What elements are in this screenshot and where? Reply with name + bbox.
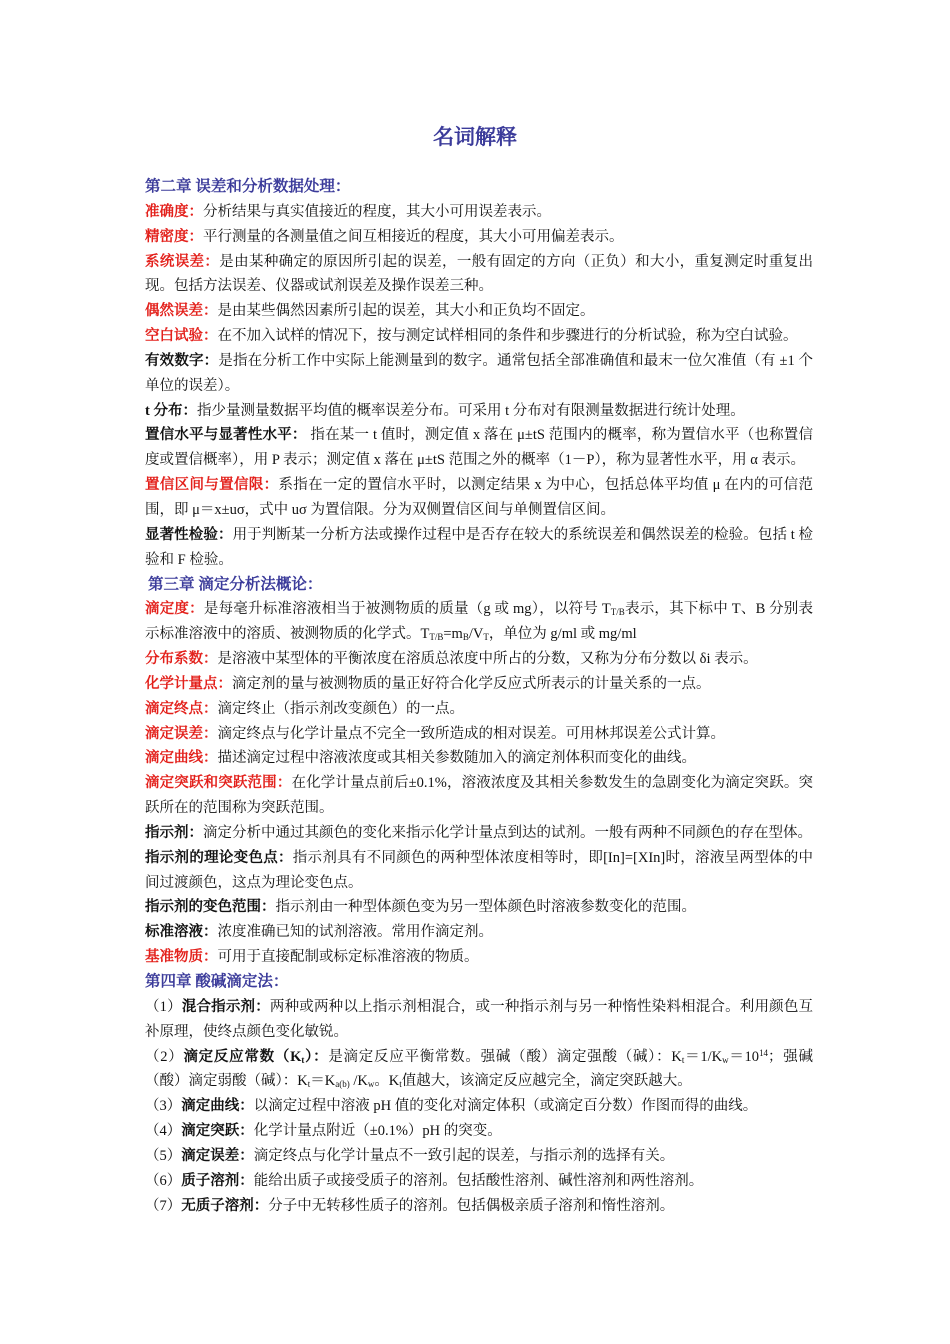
definition-text: 滴定终点与化学计量点不完全一致所造成的相对误差。可用林邦误差公式计算。 bbox=[217, 725, 725, 742]
term-label: 偶然误差： bbox=[145, 303, 218, 320]
entry-acid-base-titration-curve bbox=[145, 1094, 813, 1119]
entry-stoichiometric-point bbox=[145, 672, 813, 697]
text-segment: 值越大，该滴定反应越完全，滴定突跃越大。 bbox=[401, 1073, 692, 1090]
text-segment: 是每毫升标准溶液相当于被测物质的质量（g 或 mg），以符号 T bbox=[203, 601, 611, 618]
definition-text: 在不加入试样的情况下，按与测定试样相同的条件和步骤进行的分析试验，称为空白试验。 bbox=[217, 328, 798, 345]
definition-text: 描述滴定过程中溶液浓度或其相关参数随加入的滴定剂体积而变化的曲线。 bbox=[217, 750, 696, 767]
definition-text: 是指在分析工作中实际上能测量到的数字。通常包括全部准确值和最末一位欠准值（有 ±1 个单位的误差）。 bbox=[145, 352, 813, 394]
definition-text: 平行测量的各测量值之间互相接近的程度，其大小可用偏差表示。 bbox=[203, 228, 624, 245]
entry-primary-standard bbox=[145, 945, 813, 970]
item-number: （3） bbox=[145, 1098, 182, 1115]
definition-text bbox=[145, 601, 813, 642]
definition-text: 分析结果与真实值接近的程度，其大小可用误差表示。 bbox=[203, 203, 551, 220]
definition-text: 滴定终点与化学计量点不一致引起的误差，与指示剂的选择有关。 bbox=[253, 1147, 675, 1164]
term-label: 滴定度： bbox=[145, 601, 204, 618]
term-label: 置信区间与置信限： bbox=[145, 477, 279, 494]
term-label: 分布系数： bbox=[145, 651, 218, 668]
term-label: 精密度： bbox=[145, 228, 203, 245]
term-label: 指示剂的变色范围： bbox=[145, 899, 276, 916]
entry-acid-base-titration-jump bbox=[145, 1119, 813, 1144]
term-label: 化学计量点： bbox=[145, 675, 232, 692]
entry-titration-curve bbox=[145, 746, 813, 771]
text-segment: ＝1/K bbox=[684, 1048, 723, 1065]
text-segment: =m bbox=[443, 626, 463, 643]
entry-titration-jump bbox=[145, 771, 813, 821]
entry-significant-figures bbox=[145, 349, 813, 399]
definition-text: 滴定分析中通过其颜色的变化来指示化学计量点到达的试剂。一般有两种不同颜色的存在型体。 bbox=[203, 824, 812, 841]
text-segment: ，单位为 g/ml 或 mg/ml bbox=[488, 626, 637, 643]
text-segment: ；强碱（酸）滴定弱酸（碱）：K bbox=[145, 1048, 814, 1090]
term-label: 指示剂： bbox=[145, 824, 203, 841]
subscript: T bbox=[483, 632, 489, 643]
definition-text: 指少量测量数据平均值的概率误差分布。可采用 t 分布对有限测量数据进行统计处理。 bbox=[196, 402, 745, 419]
term-label: 置信水平与显著性水平： bbox=[145, 427, 307, 444]
entry-end-point bbox=[145, 697, 813, 722]
term-label bbox=[183, 1049, 328, 1065]
definition-text: 可用于直接配制或标定标准溶液的物质。 bbox=[217, 949, 479, 966]
term-label: 混合指示剂： bbox=[181, 998, 270, 1015]
subscript: a(b) bbox=[335, 1079, 350, 1090]
entry-random-error bbox=[145, 299, 813, 324]
term-label: 滴定突跃： bbox=[181, 1123, 254, 1140]
definition-text: 滴定剂的量与被测物质的量正好符合化学反应式所表示的计量关系的一点。 bbox=[232, 675, 711, 692]
term-label: 显著性检验： bbox=[145, 526, 233, 543]
item-number: （5） bbox=[145, 1147, 182, 1164]
term-label: 空白试验： bbox=[145, 328, 218, 345]
entry-confidence-interval bbox=[145, 473, 813, 523]
term-label: 滴定曲线： bbox=[181, 1098, 254, 1115]
definition-text: 滴定终止（指示剂改变颜色）的一点。 bbox=[217, 700, 464, 717]
subscript: w bbox=[722, 1054, 729, 1065]
subscript: B bbox=[462, 632, 469, 643]
chapter-2-heading: 第二章 误差和分析数据处理： bbox=[145, 178, 351, 195]
definition-text: 是溶液中某型体的平衡浓度在溶质总浓度中所占的分数，又称为分布分数以 δi 表示。 bbox=[217, 651, 758, 668]
entry-titration-constant bbox=[145, 1045, 813, 1095]
definition-text: 分子中无转移性质子的溶剂。包括偶极亲质子溶剂和惰性溶剂。 bbox=[268, 1197, 675, 1214]
entry-t-distribution bbox=[145, 399, 813, 424]
term-label: 质子溶剂： bbox=[181, 1172, 254, 1189]
definition-text: 指在某一 t 值时，测定值 x 落在 μ±tS 范围内的概率，称为置信水平（也称置信度或置信概率），用 P 表示；测定值 x 落在 μ±tS 范围之外的概率（1－P），称为显著性水平，用 α 表示。 bbox=[145, 427, 813, 469]
definition-text: 以滴定过程中溶液 pH 值的变化对滴定体积（或滴定百分数）作图而得的曲线。 bbox=[253, 1098, 758, 1115]
chapter-4-heading: 第四章 酸碱滴定法： bbox=[145, 973, 289, 990]
entry-confidence-level bbox=[145, 423, 813, 473]
term-label: 滴定突跃和突跃范围： bbox=[145, 775, 292, 792]
item-number: （7） bbox=[145, 1197, 182, 1214]
subscript: T/B bbox=[429, 632, 444, 643]
text-segment: 滴定反应常数（K bbox=[183, 1048, 302, 1065]
document-body bbox=[145, 175, 813, 1218]
entry-indicator-transition-range bbox=[145, 895, 813, 920]
term-label: 有效数字： bbox=[145, 352, 219, 369]
item-number: （2） bbox=[145, 1048, 184, 1065]
term-label: 基准物质： bbox=[145, 949, 218, 966]
subscript: w bbox=[367, 1079, 375, 1090]
term-label: 无质子溶剂： bbox=[181, 1197, 269, 1214]
term-label: 滴定误差： bbox=[181, 1147, 254, 1164]
definition-text: 两种或两种以上指示剂相混合，或一种指示剂与另一种惰性染料相混合。利用颜色互补原理，使终点颜色变化敏锐。 bbox=[145, 998, 814, 1040]
definition-text: 用于判断某一分析方法或操作过程中是否存在较大的系统误差和偶然误差的检验。包括 t 检验和 F 检验。 bbox=[145, 526, 814, 568]
definition-text: 在化学计量点前后±0.1%，溶液浓度及其相关参数发生的急剧变化为滴定突跃。突跃所在的范围称为突跃范围。 bbox=[145, 775, 813, 817]
entry-aprotic-solvent bbox=[145, 1194, 813, 1219]
subscript: t bbox=[399, 1079, 402, 1090]
definition-text: 能给出质子或接受质子的溶剂。包括酸性溶剂、碱性溶剂和两性溶剂。 bbox=[253, 1172, 704, 1189]
entry-titration-error bbox=[145, 722, 813, 747]
term-label: 系统误差： bbox=[145, 253, 220, 270]
text-segment: 是滴定反应平衡常数。强碱（酸）滴定强酸（碱）：K bbox=[328, 1048, 682, 1065]
item-number: （6） bbox=[145, 1172, 182, 1189]
entry-significance-test bbox=[145, 523, 813, 573]
entry-distribution-coefficient bbox=[145, 647, 813, 672]
text-segment: ）： bbox=[304, 1048, 329, 1065]
term-label: 准确度： bbox=[145, 203, 203, 220]
entry-systematic-error bbox=[145, 250, 813, 300]
subscript: T/B bbox=[610, 607, 625, 618]
entry-indicator-transition-point bbox=[145, 846, 813, 896]
chapter-3-heading: 第三章 滴定分析法概论： bbox=[148, 575, 323, 593]
definition-text: 指示剂由一种型体颜色变为另一型体颜色时溶液参数变化的范围。 bbox=[275, 899, 696, 916]
text-segment: 表示，其下标中 T、B 分别表示标准溶液中的溶质、被测物质的化学式。T bbox=[145, 601, 814, 643]
term-label: 滴定误差： bbox=[145, 725, 218, 742]
superscript: 14 bbox=[759, 1047, 769, 1058]
subscript: t bbox=[301, 1054, 305, 1065]
entry-titer bbox=[145, 597, 813, 647]
term-label: 指示剂的理论变色点： bbox=[145, 849, 293, 866]
entry-standard-solution bbox=[145, 920, 813, 945]
text-segment: 。K bbox=[374, 1073, 400, 1090]
text-segment: /V bbox=[468, 626, 484, 643]
entry-mixed-indicator bbox=[145, 995, 813, 1045]
term-label: 标准溶液： bbox=[145, 924, 218, 941]
entry-protic-solvent bbox=[145, 1169, 813, 1194]
entry-accuracy bbox=[145, 200, 813, 225]
definition-text: 系指在一定的置信水平时，以测定结果 x 为中心，包括总体平均值 μ 在内的可信范围，即 μ＝x±uσ，式中 uσ 为置信限。分为双侧置信区间与单侧置信区间。 bbox=[145, 477, 813, 518]
page-title: 名词解释 bbox=[433, 125, 517, 149]
entry-blank-test bbox=[145, 324, 813, 349]
entry-acid-base-titration-error bbox=[145, 1144, 813, 1169]
item-number: （4） bbox=[145, 1123, 182, 1140]
definition-text: 指示剂具有不同颜色的两种型体浓度相等时，即[In]=[XIn]时，溶液呈两型体的中间过渡颜色，这点为理论变色点。 bbox=[145, 849, 813, 891]
definition-text: 化学计量点附近（±0.1%）pH 的突变。 bbox=[253, 1123, 502, 1140]
entry-indicator bbox=[145, 821, 813, 846]
definition-text: 浓度准确已知的试剂溶液。常用作滴定剂。 bbox=[217, 924, 493, 941]
definition-text: 是由某种确定的原因所引起的误差，一般有固定的方向（正负）和大小，重复测定时重复出现。包括方法误差、仪器或试剂误差及操作误差三种。 bbox=[145, 253, 814, 295]
subscript: t bbox=[307, 1079, 311, 1090]
subscript: t bbox=[681, 1054, 685, 1065]
definition-text: 是由某些偶然因素所引起的误差，其大小和正负均不固定。 bbox=[217, 303, 595, 320]
term-label: 滴定曲线： bbox=[145, 750, 218, 767]
term-label: t 分布： bbox=[145, 402, 197, 419]
item-number: （1） bbox=[145, 998, 182, 1015]
term-label: 滴定终点： bbox=[145, 700, 218, 717]
text-segment: ＝10 bbox=[728, 1048, 760, 1065]
entry-precision bbox=[145, 225, 813, 250]
text-segment: ＝K bbox=[310, 1073, 336, 1090]
text-segment: /K bbox=[349, 1073, 368, 1090]
